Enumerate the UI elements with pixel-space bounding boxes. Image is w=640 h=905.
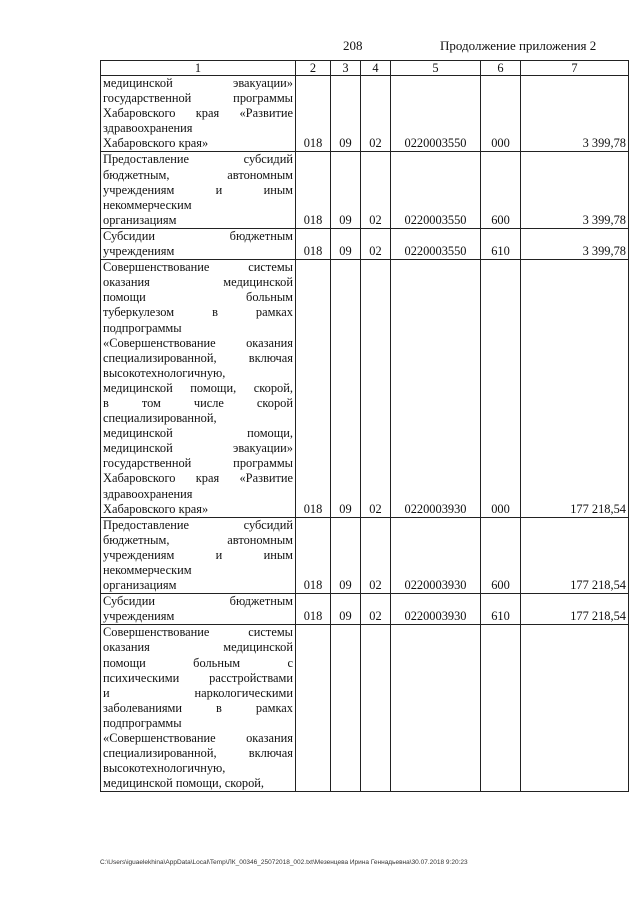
description-line: «Совершенствование оказания xyxy=(103,731,293,746)
description-line: Совершенствование системы xyxy=(103,260,293,275)
description-line: организациям xyxy=(103,212,177,227)
description-line: оказания медицинской xyxy=(103,640,293,655)
section-code: 09 xyxy=(331,517,361,593)
description-line: учреждениям и иным xyxy=(103,547,293,562)
ministry-code: 018 xyxy=(296,594,331,625)
description-line: медицинской помощи, скорой, xyxy=(103,776,265,791)
description-line: Хабаровского края «Развитие xyxy=(103,106,293,121)
description-line: специализированной, включая xyxy=(103,746,293,761)
subsection-code: 02 xyxy=(361,594,391,625)
description-line: «Совершенствование оказания xyxy=(103,335,293,350)
section-code: 09 xyxy=(331,152,361,228)
section-code: 09 xyxy=(331,228,361,259)
target-article-code: 0220003550 xyxy=(391,76,481,152)
subsection-code: 02 xyxy=(361,76,391,152)
description-line: учреждениям xyxy=(103,609,175,624)
section-code: 09 xyxy=(331,76,361,152)
description-line: бюджетным, автономным xyxy=(103,532,293,547)
description-line: Хабаровского края» xyxy=(103,501,209,516)
ministry-code: 018 xyxy=(296,260,331,518)
footer-file-path: C:\Users\iguaelekhina\AppData\Local\Temp\ЛК_00346_25072018_002.txt\Мезенцева Ирина Геннадьевна\30.07.2018 9:20:23 xyxy=(100,859,468,866)
description-line: учреждениям xyxy=(103,244,175,259)
amount-cell: 177 218,54 xyxy=(521,517,629,593)
column-header: 3 xyxy=(331,61,361,76)
subsection-code: 02 xyxy=(361,517,391,593)
expense-type-code: 610 xyxy=(481,228,521,259)
description-line: туберкулезом в рамках xyxy=(103,305,293,320)
header-row xyxy=(101,61,629,76)
target-article-code xyxy=(391,625,481,792)
description-line: специализированной, включая xyxy=(103,350,293,365)
table-body xyxy=(101,61,629,792)
description-line: Предоставление субсидий xyxy=(103,152,293,167)
description-line: высокотехнологичную, xyxy=(103,761,226,776)
row-description xyxy=(101,260,296,518)
description-line: организациям xyxy=(103,578,177,593)
row-description xyxy=(101,76,296,152)
amount-cell: 177 218,54 xyxy=(521,594,629,625)
description-line: учреждениям и иным xyxy=(103,182,293,197)
description-line: Совершенствование системы xyxy=(103,625,293,640)
ministry-code: 018 xyxy=(296,517,331,593)
section-code: 09 xyxy=(331,594,361,625)
description-line: Субсидии бюджетным xyxy=(103,228,293,243)
column-header: 4 xyxy=(361,61,391,76)
column-header: 2 xyxy=(296,61,331,76)
description-line: медицинской эвакуации» xyxy=(103,441,293,456)
column-header: 6 xyxy=(481,61,521,76)
table-row xyxy=(101,260,629,518)
description-line: бюджетным, автономным xyxy=(103,167,293,182)
description-line: здравоохранения xyxy=(103,121,193,136)
section-code: 09 xyxy=(331,260,361,518)
expense-type-code: 610 xyxy=(481,594,521,625)
amount-cell xyxy=(521,625,629,792)
description-line: подпрограммы xyxy=(103,320,182,335)
ministry-code xyxy=(296,625,331,792)
budget-table xyxy=(100,60,629,792)
description-line: заболеваниями в рамках xyxy=(103,700,293,715)
ministry-code: 018 xyxy=(296,152,331,228)
description-line: здравоохранения xyxy=(103,486,193,501)
row-description xyxy=(101,152,296,228)
column-header: 1 xyxy=(101,61,296,76)
table-row xyxy=(101,517,629,593)
description-line: государственной программы xyxy=(103,456,293,471)
description-line: психическими расстройствами xyxy=(103,670,293,685)
table-row xyxy=(101,594,629,625)
target-article-code: 0220003930 xyxy=(391,517,481,593)
subsection-code: 02 xyxy=(361,152,391,228)
description-line: помощи больным с xyxy=(103,655,293,670)
table-row xyxy=(101,152,629,228)
table-row xyxy=(101,625,629,792)
amount-cell: 177 218,54 xyxy=(521,260,629,518)
description-line: Предоставление субсидий xyxy=(103,517,293,532)
table-row xyxy=(101,76,629,152)
subsection-code xyxy=(361,625,391,792)
expense-type-code: 000 xyxy=(481,260,521,518)
description-line: Хабаровского края» xyxy=(103,136,209,151)
description-line: медицинской помощи, xyxy=(103,426,293,441)
description-line: и наркологическими xyxy=(103,685,293,700)
description-line: оказания медицинской xyxy=(103,275,293,290)
ministry-code: 018 xyxy=(296,228,331,259)
description-line: в том числе скорой xyxy=(103,395,293,410)
target-article-code: 0220003550 xyxy=(391,228,481,259)
continuation-label: Продолжение приложения 2 xyxy=(440,38,597,53)
row-description xyxy=(101,594,296,625)
target-article-code: 0220003930 xyxy=(391,594,481,625)
table-row xyxy=(101,228,629,259)
description-line: государственной программы xyxy=(103,91,293,106)
expense-type-code xyxy=(481,625,521,792)
description-line: высокотехнологичную, xyxy=(103,365,226,380)
expense-type-code: 600 xyxy=(481,152,521,228)
expense-type-code: 600 xyxy=(481,517,521,593)
subsection-code: 02 xyxy=(361,228,391,259)
row-description xyxy=(101,625,296,792)
description-line: подпрограммы xyxy=(103,715,182,730)
description-line: медицинской эвакуации» xyxy=(103,76,293,90)
ministry-code: 018 xyxy=(296,76,331,152)
amount-cell: 3 399,78 xyxy=(521,152,629,228)
description-line: медицинской помощи, скорой, xyxy=(103,380,293,395)
column-header: 5 xyxy=(391,61,481,76)
row-description xyxy=(101,517,296,593)
column-header: 7 xyxy=(521,61,629,76)
target-article-code: 0220003930 xyxy=(391,260,481,518)
section-code xyxy=(331,625,361,792)
description-line: помощи больным xyxy=(103,290,293,305)
row-description xyxy=(101,228,296,259)
description-line: некоммерческим xyxy=(103,197,192,212)
subsection-code: 02 xyxy=(361,260,391,518)
amount-cell: 3 399,78 xyxy=(521,76,629,152)
description-line: некоммерческим xyxy=(103,563,192,577)
description-line: специализированной, xyxy=(103,411,217,426)
description-line: Субсидии бюджетным xyxy=(103,594,293,609)
target-article-code: 0220003550 xyxy=(391,152,481,228)
expense-type-code: 000 xyxy=(481,76,521,152)
amount-cell: 3 399,78 xyxy=(521,228,629,259)
page-number: 208 xyxy=(343,38,363,53)
description-line: Хабаровского края «Развитие xyxy=(103,471,293,486)
